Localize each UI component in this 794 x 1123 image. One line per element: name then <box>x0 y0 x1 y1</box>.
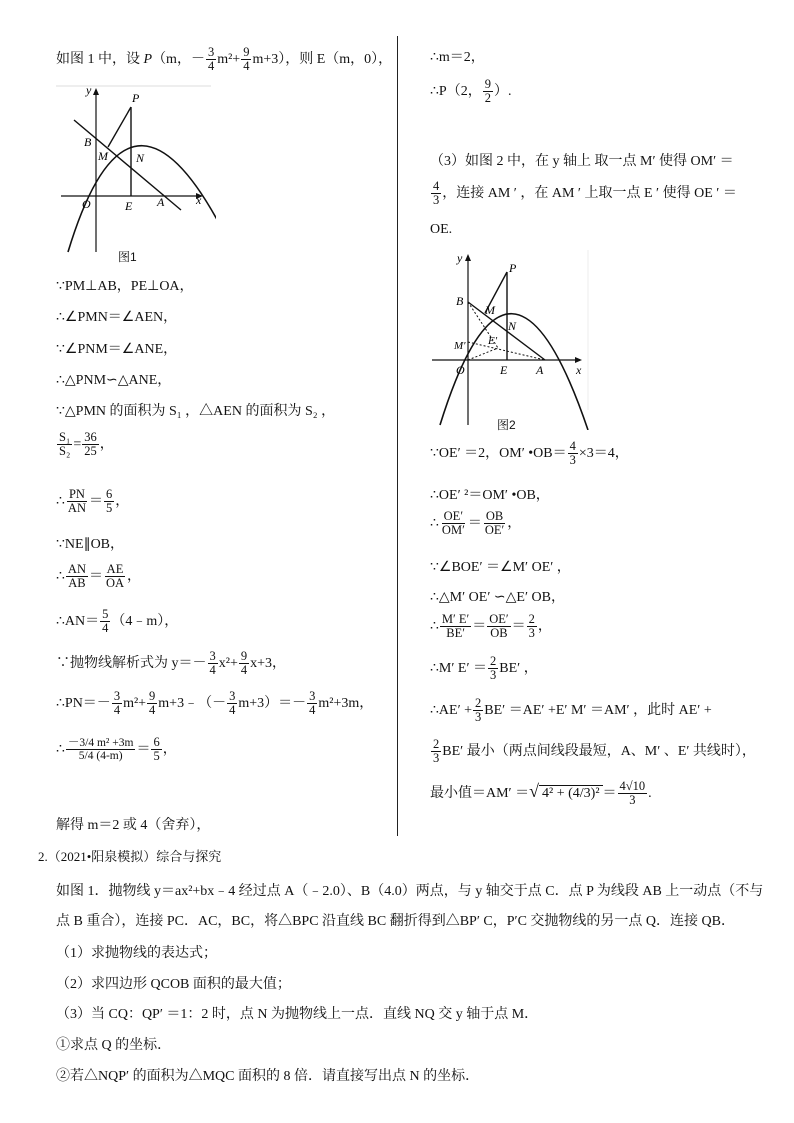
question-heading: 2.（2021•阳泉模拟）综合与探究 <box>38 849 222 864</box>
right-line-4: $\frac{4}{3}$ ，连接 AM ′ ，在 AM ′ 上取一点 E ′ 使得 OE ′ ＝ <box>433 179 737 208</box>
column-divider <box>397 36 398 836</box>
svg-text:y: y <box>457 251 463 265</box>
svg-text:N: N <box>136 151 145 165</box>
right-line-10: ∴△M′ OE′ ∽△E′ OB， <box>430 590 565 605</box>
svg-text:P: P <box>509 261 517 275</box>
svg-text:N: N <box>508 319 517 333</box>
right-line-7: ∴OE′ ²＝OM′ •OB， <box>430 488 550 503</box>
question-part-2: （2）求四边形 QCOB 面积的最大值； <box>56 977 291 992</box>
figure-2 <box>430 250 590 430</box>
left-line-10: ∴ $\frac{AN}{AB}$ ＝ $\frac{AE}{OA}$ ， <box>56 562 142 591</box>
left-line-11: ∴AN＝ $\frac{5}{4}$ （4﹣m）， <box>56 607 179 636</box>
left-line-7: $\frac{\text{S₁}}{\text{S₂}}$ = $\frac{36}{25}$ ， <box>59 430 114 459</box>
svg-text:M: M <box>98 149 108 163</box>
question-part-1: （1）求抛物线的表达式； <box>56 946 217 961</box>
left-line-3: ∴∠PMN＝∠AEN， <box>56 310 178 325</box>
right-line-8: ∴ $\frac{OE'}{OM'}$ ＝ $\frac{OB}{OE'}$ ， <box>430 509 522 538</box>
right-line-1: ∴m＝2， <box>430 50 485 65</box>
figure-2-caption: 图2 <box>497 418 516 432</box>
right-line-2: ∴P（2， $\frac{9}{2}$ ）. <box>430 77 512 106</box>
segment-pm <box>108 107 131 147</box>
right-line-3: （3）如图 2 中，在 y 轴上 取一点 M′ 使得 OM′ ＝ <box>430 154 734 169</box>
question-line-1: 如图 1．抛物线 y＝ax²+bx﹣4 经过点 A（﹣2.0）、B（4.0）两点，与 y 轴交于点 C．点 P 为线段 AB 上一动点（不与 <box>56 884 764 899</box>
left-line-15: 解得 m＝2 或 4（舍弃）， <box>56 818 211 833</box>
right-line-5: OE. <box>430 222 453 237</box>
left-line-13: ∴PN＝－ $\frac{3}{4}$ m²+ $\frac{9}{4}$ m+3﹣（－ $\frac{3}{4}$ m+3）＝－ $\frac{3}{4}$ m²+3m， <box>56 689 374 718</box>
right-line-13: ∴AE′ + $\frac{2}{3}$ BE′ ＝AE′ +E′ M′ ＝AM′ ，此时 AE′ + <box>430 696 712 725</box>
right-line-14: $\frac{2}{3}$ BE′ 最小（两点间线段最短，A、M′ 、E′ 共线时）， <box>433 737 756 766</box>
left-line-9: ∵NE∥OB， <box>56 537 125 552</box>
svg-text:A: A <box>157 195 165 209</box>
left-line-12: ∵抛物线解析式为 y＝－ $\frac{3}{4}$ x²+ $\frac{9}{4}$ x+3， <box>56 649 286 678</box>
left-line-5: ∴△PNM∽△ANE， <box>56 373 172 388</box>
left-line-2: ∵PM⊥AB，PE⊥OA， <box>56 279 194 294</box>
svg-text:B: B <box>84 135 92 149</box>
right-line-6: ∵OE′ ＝2，OM′ •OB＝ $\frac{4}{3}$ ×3＝4， <box>430 439 629 468</box>
fraction: $\frac{9}{4}$ <box>243 45 250 74</box>
svg-text:x: x <box>576 363 582 377</box>
left-line-4: ∵∠PNM＝∠ANE， <box>56 342 178 357</box>
svg-text:E′: E′ <box>488 335 498 347</box>
left-line-6: ∵△PMN 的面积为 S₁ ，△AEN 的面积为 S₂ ， <box>56 404 336 419</box>
figure-1-caption: 图1 <box>118 250 137 264</box>
segment-oe-prime <box>468 348 498 360</box>
svg-text:P: P <box>132 91 140 105</box>
svg-text:O: O <box>456 363 465 377</box>
svg-text:O: O <box>82 197 91 211</box>
fraction: $\frac{3}{4}$ <box>207 45 215 74</box>
right-line-15: 最小值＝AM′ ＝√ 4² + (4/3)² ＝ $\frac{4√10}{3}$ . <box>430 779 652 808</box>
left-line-14: ∴ $\frac{\text{－3/4 m² +3m}}{5/4 (4-m)}$ ＝ $\frac{6}{5}$ ， <box>56 735 177 764</box>
svg-text:A: A <box>536 363 544 377</box>
right-line-12: ∴M′ E′ ＝ $\frac{2}{3}$ BE′ ， <box>430 654 538 683</box>
question-subpart-2: ②若△NQP′ 的面积为△MQC 面积的 8 倍．请直接写出点 N 的坐标． <box>56 1069 480 1084</box>
svg-text:E: E <box>500 363 508 377</box>
left-line-8: ∴ $\frac{PN}{AN}$ ＝ $\frac{6}{5}$ ， <box>56 487 130 516</box>
svg-text:x: x <box>196 193 202 207</box>
svg-text:y: y <box>86 83 92 97</box>
svg-text:M: M <box>485 303 495 317</box>
svg-text:E: E <box>125 199 133 213</box>
question-part-3: （3）当 CQ：QP′ ＝1：2 时，点 N 为抛物线上一点．直线 NQ 交 y 轴于点 M． <box>56 1007 539 1022</box>
question-subpart-1: ①求点 Q 的坐标． <box>56 1038 172 1053</box>
right-line-9: ∵∠BOE′ ＝∠M′ OE′ ， <box>430 560 571 575</box>
left-line-1: 如图 1 中，设 P（m，－ $\frac{3}{4}$ m²+ $\frac{9}{4}$ m+3），则 E（m，0）， <box>56 45 393 74</box>
svg-text:B: B <box>456 294 464 308</box>
svg-text:M′: M′ <box>454 340 466 352</box>
right-line-11: ∴ $\frac{M' E'}{BE'}$ ＝ $\frac{OE'}{OB}$ ＝ $\frac{2}{3}$ ， <box>430 612 552 641</box>
question-line-2: 点 B 重合），连接 PC．AC，BC，将△BPC 沿直线 BC 翻折得到△BP′ C，P′C 交抛物线的另一点 Q．连接 QB． <box>56 914 735 929</box>
figure-1 <box>56 82 216 257</box>
